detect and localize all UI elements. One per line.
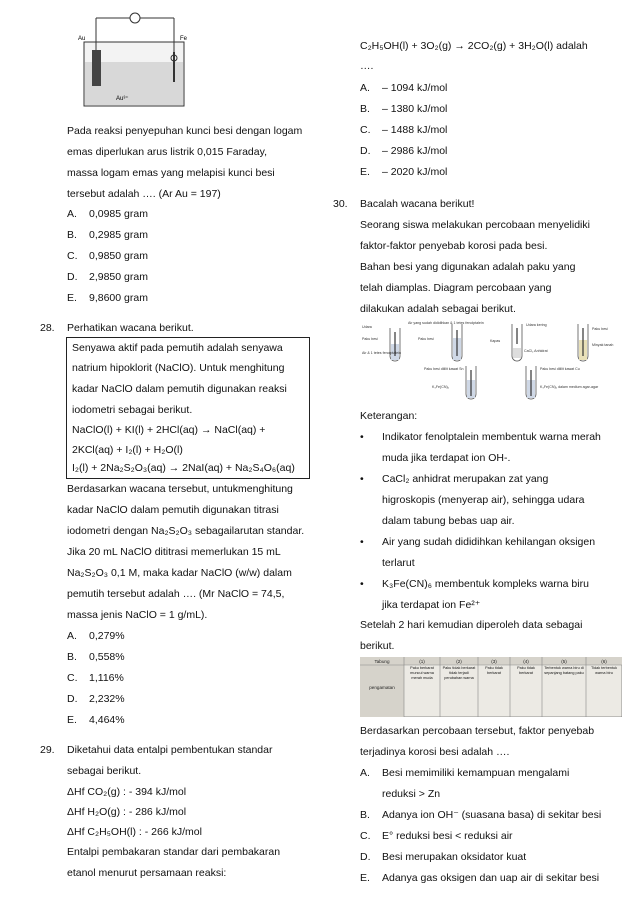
diagram-label: Udara kering: [526, 323, 547, 327]
q29-data-line: ΔHf C₂H₅OH(l) : - 266 kJ/mol: [67, 826, 202, 838]
q28-option-text: 2,232%: [89, 693, 125, 705]
q30-option-letter: A.: [360, 767, 370, 779]
q29-dots: ….: [360, 60, 374, 72]
q29-option-text: – 1488 kJ/mol: [382, 124, 448, 136]
q29-line: sebagai berikut.: [67, 765, 142, 777]
q30-option-letter: C.: [360, 830, 371, 842]
q27-option-letter: A.: [67, 208, 77, 220]
q28-option-text: 1,116%: [89, 672, 124, 684]
q28-intro: Perhatikan wacana berikut.: [67, 322, 194, 334]
bullet-line: dalam tabung bebas uap air.: [382, 515, 515, 527]
q29-equation: C₂H₅OH(l) + 3O₂(g) → 2CO₂(g) + 3H₂O(l) adalah: [360, 40, 588, 52]
q30-option-letter: B.: [360, 809, 370, 821]
q30-option-text: Besi merupakan oksidator kuat: [382, 851, 527, 863]
q28-option-letter: E.: [67, 714, 77, 726]
q27-option-letter: C.: [67, 250, 78, 262]
table-header: (2): [456, 659, 462, 664]
q30-line: telah diamplas. Diagram percobaan yang: [360, 282, 552, 294]
q30-conclusion: Berdasarkan percobaan tersebut, faktor penyebab: [360, 725, 595, 737]
q28-equation-1b: 2KCl(aq) + I₂(l) + H₂O(l): [72, 444, 183, 456]
q28-equation-1a: NaClO(l) + KI(l) + 2HCl(aq) → NaCl(aq) +: [72, 424, 266, 436]
bullet-dot: •: [360, 431, 364, 443]
q30-line: Seorang siswa melakukan percobaan menyelidiki: [360, 219, 590, 231]
diagram-label: K₃Fe(CN)₆: [432, 385, 450, 389]
table-cell: Paku berkarat muncul warna merah muda: [410, 666, 434, 680]
q29-option-letter: C.: [360, 124, 371, 136]
q27-line: tersebut adalah …. (Ar Au = 197): [67, 188, 221, 200]
q27-option-text: 9,8600 gram: [89, 292, 148, 304]
diagram-label: Air yang sudah dididihkan & 1 tetes fenolptalein: [408, 321, 484, 325]
diagram-label: CaCl₂ Anhidrat: [524, 349, 548, 353]
table-cell: Paku tidak berkarat tidak terjadi perubahan warna: [442, 666, 476, 680]
q30-intro: Bacalah wacana berikut!: [360, 198, 475, 210]
diagram-label: Paku besi dililit kawat Cu: [540, 367, 580, 371]
q29-option-letter: A.: [360, 82, 370, 94]
bullet-line: Indikator fenolptalein membentuk warna merah: [382, 431, 601, 443]
q28-box-line: kadar NaClO dalam pemutih digunakan reaksi: [72, 383, 287, 395]
q29-line: etanol menurut persamaan reaksi:: [67, 867, 227, 879]
q30-option-text: Adanya gas oksigen dan uap air di sekitar besi: [382, 872, 600, 884]
bullet-line: higroskopis (menyerap air), sehingga udara: [382, 494, 585, 506]
bullet-line: Air yang sudah dididihkan kehilangan oksigen: [382, 536, 596, 548]
q30-line: dilakukan adalah sebagai berikut.: [360, 303, 516, 315]
diagram-label: Minyak tanah: [592, 343, 614, 347]
table-header: (1): [419, 659, 425, 664]
q28-line: massa jenis NaClO = 1 g/mL).: [67, 609, 208, 621]
q29-option-letter: B.: [360, 103, 370, 115]
electroplating-diagram: [76, 10, 194, 112]
q28-line: Na₂S₂O₃ 0,1 M, maka kadar NaClO (w/w) dalam: [67, 567, 292, 579]
bullet-line: K₃Fe(CN)₆ membentuk kompleks warna biru: [382, 578, 589, 590]
q28-option-text: 0,558%: [89, 651, 125, 663]
q30-after-line: Setelah 2 hari kemudian diperoleh data sebagai: [360, 619, 583, 631]
table-cell: Paku tidak berkarat: [485, 666, 503, 675]
bullet-dot: •: [360, 536, 364, 548]
table-header: Tabung: [374, 659, 390, 664]
q27-option-text: 0,2985 gram: [89, 229, 148, 241]
diagram-label: Air & 1 tetes fenolptalein: [362, 351, 401, 355]
q30-after-line: berikut.: [360, 640, 395, 652]
q29-data-line: ΔHf H₂O(g) : - 286 kJ/mol: [67, 806, 187, 818]
q28-option-letter: C.: [67, 672, 78, 684]
q28-equation-2: I₂(l) + 2Na₂S₂O₃(aq) → 2NaI(aq) + Na₂S₄O₆(aq): [72, 462, 295, 474]
table-cell: Terbentuk warna biru di sepanjang batang paku: [544, 666, 584, 675]
q28-line: Jika 20 mL NaClO dititrasi memerlukan 15 mL: [67, 546, 281, 558]
diagram-label: Paku besi: [592, 327, 608, 331]
q30-keterangan: Keterangan:: [360, 410, 418, 422]
q27-line: Pada reaksi penyepuhan kunci besi dengan logam: [67, 125, 303, 137]
q28-option-text: 4,464%: [89, 714, 125, 726]
results-table: [360, 657, 622, 717]
q30-option-text: Besi memimiliki kemampuan mengalami: [382, 767, 570, 779]
q29-option-text: – 1094 kJ/mol: [382, 82, 448, 94]
q30-option-text: reduksi > Zn: [382, 788, 441, 800]
q30-option-letter: E.: [360, 872, 370, 884]
bullet-line: CaCl₂ anhidrat merupakan zat yang: [382, 473, 549, 485]
q27-option-letter: E.: [67, 292, 77, 304]
diagram-label: Paku besi dililit kawat Sn: [424, 367, 464, 371]
bullet-line: terlarut: [382, 557, 415, 569]
q29-option-text: – 2020 kJ/mol: [382, 166, 448, 178]
diagram-label: Paku besi: [362, 337, 378, 341]
bullet-dot: •: [360, 473, 364, 485]
bullet-line: jika terdapat ion Fe²⁺: [382, 599, 481, 611]
q28-box-line: natrium hipoklorit (NaClO). Untuk menghitung: [72, 362, 285, 374]
q27-line: emas diperlukan arus listrik 0,015 Faraday,: [67, 146, 267, 158]
bullet-line: muda jika terdapat ion OH-.: [382, 452, 511, 464]
diagram-label: K₃Fe(CN)₆ dalam medium agar-agar: [540, 385, 599, 389]
q30-option-letter: D.: [360, 851, 371, 863]
q28-option-letter: D.: [67, 693, 78, 705]
q27-option-letter: D.: [67, 271, 78, 283]
table-header: (5): [561, 659, 567, 664]
q28-option-text: 0,279%: [89, 630, 125, 642]
q29-option-letter: E.: [360, 166, 370, 178]
q30-line: Bahan besi yang digunakan adalah paku yang: [360, 261, 576, 273]
q30-conclusion: terjadinya korosi besi adalah ….: [360, 746, 510, 758]
table-cell: Tidak terbentuk warna biru: [590, 666, 618, 675]
q28-line: kadar NaClO dalam pemutih digunakan titrasi: [67, 504, 279, 516]
table-cell: Paku tidak berkarat: [517, 666, 535, 675]
q28-option-letter: B.: [67, 651, 77, 663]
table-header: (4): [523, 659, 529, 664]
bullet-dot: •: [360, 578, 364, 590]
diagram-label: Paku besi: [418, 337, 434, 341]
q30-number: 30.: [333, 198, 348, 210]
q30-line: faktor-faktor penyebab korosi pada besi.: [360, 240, 548, 252]
q28-line: iodometri dengan Na₂S₂O₃ sebagailarutan standar.: [67, 525, 305, 537]
q29-line: Entalpi pembakaran standar dari pembakaran: [67, 846, 281, 858]
q27-option-text: 0,0985 gram: [89, 208, 148, 220]
q29-number: 29.: [40, 744, 55, 756]
q29-option-text: – 1380 kJ/mol: [382, 103, 448, 115]
au-label: Au: [78, 36, 86, 42]
diagram-label: Kapas: [490, 339, 501, 343]
q30-option-text: Adanya ion OH⁻ (suasana basa) di sekitar besi: [382, 809, 602, 821]
q30-option-text: E° reduksi besi < reduksi air: [382, 830, 513, 842]
diagram-label: Udara: [362, 325, 372, 329]
q29-line: Diketahui data entalpi pembentukan standar: [67, 744, 273, 756]
q29-data-line: ΔHf CO₂(g) : - 394 kJ/mol: [67, 786, 187, 798]
table-row-label: pengamatan: [369, 685, 395, 690]
q28-option-letter: A.: [67, 630, 77, 642]
q28-box-line: Senyawa aktif pada pemutih adalah senyawa: [72, 342, 283, 354]
q27-option-text: 2,9850 gram: [89, 271, 148, 283]
corrosion-experiment-diagram: [360, 318, 622, 404]
fe-label: Fe: [180, 36, 188, 42]
table-header: (3): [491, 659, 497, 664]
q28-box-line: iodometri sebagai berikut.: [72, 404, 193, 416]
q29-option-letter: D.: [360, 145, 371, 157]
q28-number: 28.: [40, 322, 55, 334]
table-header: (6): [601, 659, 607, 664]
q29-option-text: – 2986 kJ/mol: [382, 145, 448, 157]
q27-option-letter: B.: [67, 229, 77, 241]
q28-line: Berdasarkan wacana tersebut, untukmenghitung: [67, 483, 293, 495]
q28-line: pemutih tersebut adalah …. (Mr NaClO = 74,5,: [67, 588, 285, 600]
q27-option-text: 0,9850 gram: [89, 250, 148, 262]
q27-line: massa logam emas yang melapisi kunci besi: [67, 167, 275, 179]
ion-label: Au³⁺: [116, 96, 129, 102]
